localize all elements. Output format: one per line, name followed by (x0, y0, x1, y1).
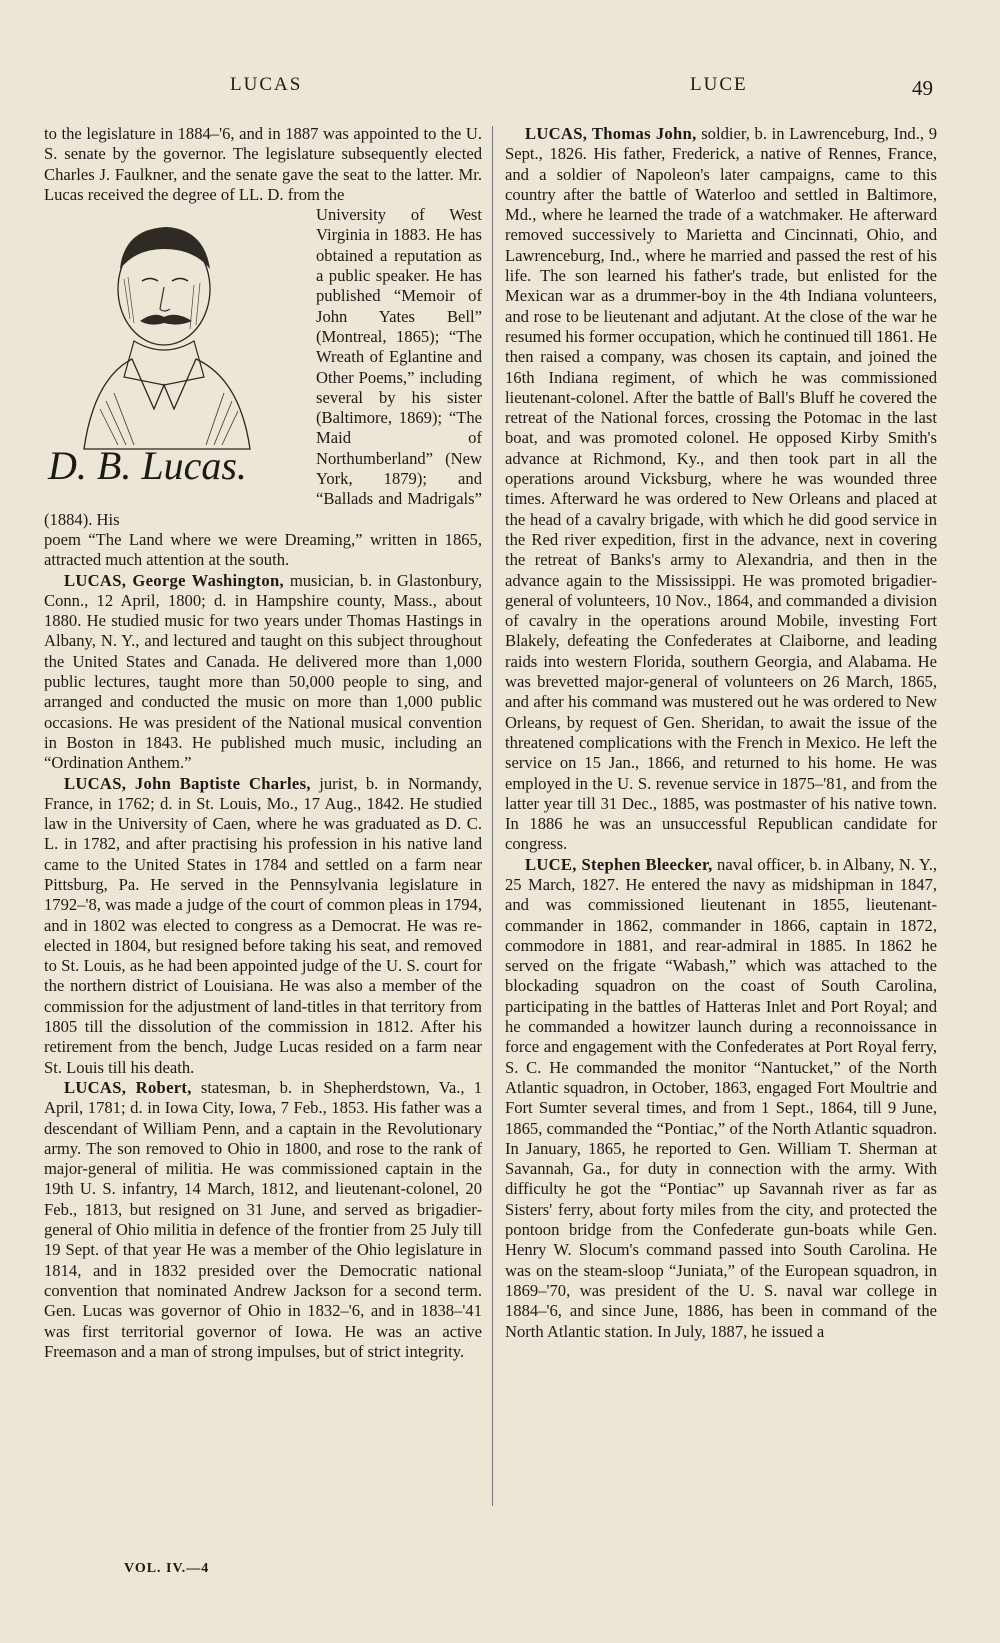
entry-name: LUCAS, John Baptiste Charles, (64, 773, 311, 793)
running-head-left: LUCAS (230, 74, 303, 95)
entry-name: LUCAS, Thomas John, (525, 124, 697, 143)
entry-name: LUCAS, George Washington, (64, 570, 284, 590)
entry-text: musician, b. in Glastonbury, Conn., 12 April, 1800; d. in Hampshire county, Mass., about 1880. He studied music for two years under Thomas Hastings in Albany, N. Y., and lectured and taught on this subject throughout the United States and Canada. He delivered more than 1,000 public lectures, taught more than 50,000 people to sing, and arranged and conducted the music on more than 1,000 public occasions. He was president of the National musical convention in Boston in 1843. He published much music, including an “Ordination Anthem.” (44, 570, 482, 773)
entry-text: naval officer, b. in Albany, N. Y., 25 March, 1827. He entered the navy as midshipman in 1847, and was commissioned lieutenant in 1855, lieutenant-commander in 1862, commander in 1866, captain in 1872, commodore in 1881, and rear-admiral in 1885. In 1862 he served on the frigate “Wabash,” which was attached to the blockading squadron on the coast of South Carolina, participating in the battles of Hatteras Inlet and Port Royal; and he commanded a howitzer launch during a reconnoissance in force and engagement with the Confederates at Port Royal ferry, S. C. He commanded the monitor “Nantucket,” of the North Atlantic squadron, in October, 1863, engaged Fort Moultrie and Fort Sumter several times, and from 1 Sept., 1864, till 9 June, 1865, commanded the “Pontiac,” of the North Atlantic squadron. In January, 1865, he reported to Gen. William T. Sherman at Savannah, Ga., for duty in connection with the army. With difficulty he got the “Pontiac” up Savannah river as far as Sisters' ferry, about forty miles from the city, and protected the pontoon bridge from the Confederate gun-boats while Gen. Henry W. Slocum's command passed into South Carolina. He was on the steam-sloop “Juniata,” of the European squadron, in 1869–'70, was president of the U. S. naval war college in 1884–'6, and since June, 1886, has been in command of the North Atlantic station. In July, 1887, he issued a (505, 854, 937, 1341)
page-number: 49 (912, 76, 933, 100)
entry-lucas-thomas (505, 124, 937, 855)
entry-text: statesman, b. in Shepherdstown, Va., 1 April, 1781; d. in Iowa City, Iowa, 7 Feb., 1853. His father was a descendant of William Penn, and a captain in the Revolutionary army. The son removed to Ohio in 1800, and rose to the rank of major-general of militia. He was commissioned captain in the 19th U. S. infantry, 14 March, 1812, and lieutenant-colonel, 20 Feb., 1813, but resigned on 31 June, and served as brigadier-general of Ohio militia in defence of the frontier from 25 July till 19 Sept. of that year He was a member of the Ohio legislature in 1814, and in 1832 presided over the Democratic national convention that nominated Andrew Jackson for a second term. Gen. Lucas was governor of Ohio in 1832–'6, and in 1838–'41 was first territorial governor of Iowa. He was an active Freemason and a man of strong impulses, but of strict integrity. (44, 1077, 482, 1361)
entry-text: jurist, b. in Normandy, France, in 1762; d. in St. Louis, Mo., 17 Aug., 1842. He studied law in the University of Caen, where he was graduated as D. C. L. in 1782, and after practising his profession in his native land came to the United States in 1784 and settled on a farm near Pittsburg, Pa. He served in the Pennsylvania legislature in 1792–'8, was made a judge of the court of common pleas in 1794, and in 1802 was elected to congress as a Democrat. He was re-elected in 1804, but resigned before taking his seat, and removed to St. Louis, as he had been appointed judge of the U. S. court for the northern district of Louisiana. He was also a member of the commission for the adjustment of land-titles in that territory from 1805 till the dissolution of the commission in 1812. After his retirement from the bench, Judge Lucas resided on a farm near St. Louis till his death. (44, 773, 482, 1077)
entry-lucas-john (44, 774, 482, 1078)
entry-lucas-george (44, 571, 482, 774)
entry-luce-stephen (505, 855, 937, 1342)
intro-text-end: poem “The Land where we were Dreaming,” written in 1865, attracted much attention at the south. (44, 529, 482, 570)
portrait-figure (44, 209, 306, 505)
entry-name: LUCAS, Robert, (64, 1077, 192, 1097)
entry-text: soldier, b. in Lawrenceburg, Ind., 9 Sept., 1826. His father, Frederick, a native of Rennes, France, and a soldier of Napoleon's later campaigns, came to this country after the battle of Waterloo and settled in Baltimore, Md., where he learned the trade of a watchmaker. He afterward removed successively to Marietta and Cincinnati, Ohio, and Lawrenceburg, Ind., where he married and passed the rest of his life. The son learned his father's trade, but enlisted for the Mexican war as a drummer-boy in the 4th Indiana volunteers, and rose to be lieutenant and adjutant. At the close of the war he resumed his former occupation, which he continued till 1861. He then raised a company, was chosen its captain, and joined the 16th Indiana regiment, of which he was commissioned lieutenant-colonel. After the battle of Ball's Bluff he covered the retreat of the National forces, crossing the Potomac in the last boat, and was promoted colonel. He opposed Kirby Smith's advance at Richmond, Ky., and then took part in all the operations around Vicksburg, where he was wounded three times. Afterward he was ordered to New Orleans and placed at the head of a cavalry brigade, with which he did good service in the Red river expedition, first in the advance, next in covering the retreat of Banks's army to Alexandria, and then in the advance again to the Mississippi. He was promoted brigadier-general of volunteers, 10 Nov., 1864, and commanded a division of cavalry in the operations around Mobile, investing Fort Blakely, defeating the Confederates at Claiborne, and leading raids into western Florida, southern Georgia, and Alabama. He was brevetted major-general of volunteers on 26 March, 1865, and after his command was mustered out he was ordered to New Orleans, by request of Gen. Sheridan, to await the issue of the threatened complications with the French in Mexico. He left the service on 15 Jan., 1866, and returned to his home. He was employed in the U. S. revenue service in 1875–'81, and from the latter year till 31 Dec., 1885, was postmaster of his native town. In 1886 he was an unsuccessful Republican candidate for congress. (505, 124, 937, 854)
author-signature: D. B. Lucas. (48, 443, 247, 489)
entry-lucas-robert (44, 1078, 482, 1362)
portrait-engraving (44, 209, 306, 505)
left-column (44, 124, 482, 1362)
column-divider (492, 126, 493, 1506)
intro-text-wrap: University of West Virginia in 1883. He has obtained a reputation as a public speaker. He has published “Memoir of John Yates Bell” (Montreal, 1865); “The Wreath of Eglantine and Other Poems,” including several by his sister (Baltimore, 1869); “The Maid of Northumberland” (New York, 1879); and “Ballads and Madrigals” (1884). His (44, 205, 482, 529)
right-column (505, 124, 937, 1342)
portrait-block (44, 205, 482, 530)
running-head-right: LUCE (690, 74, 748, 95)
intro-text-top: to the legislature in 1884–'6, and in 1887 was appointed to the U. S. senate by the governor. The legislature subsequently elected Charles J. Faulkner, and the senate gave the seat to the latter. Mr. Lucas received the degree of LL. D. from the (44, 124, 482, 204)
volume-signature-mark: VOL. IV.—4 (124, 1561, 210, 1576)
entry-name: LUCE, Stephen Bleecker, (525, 854, 713, 874)
